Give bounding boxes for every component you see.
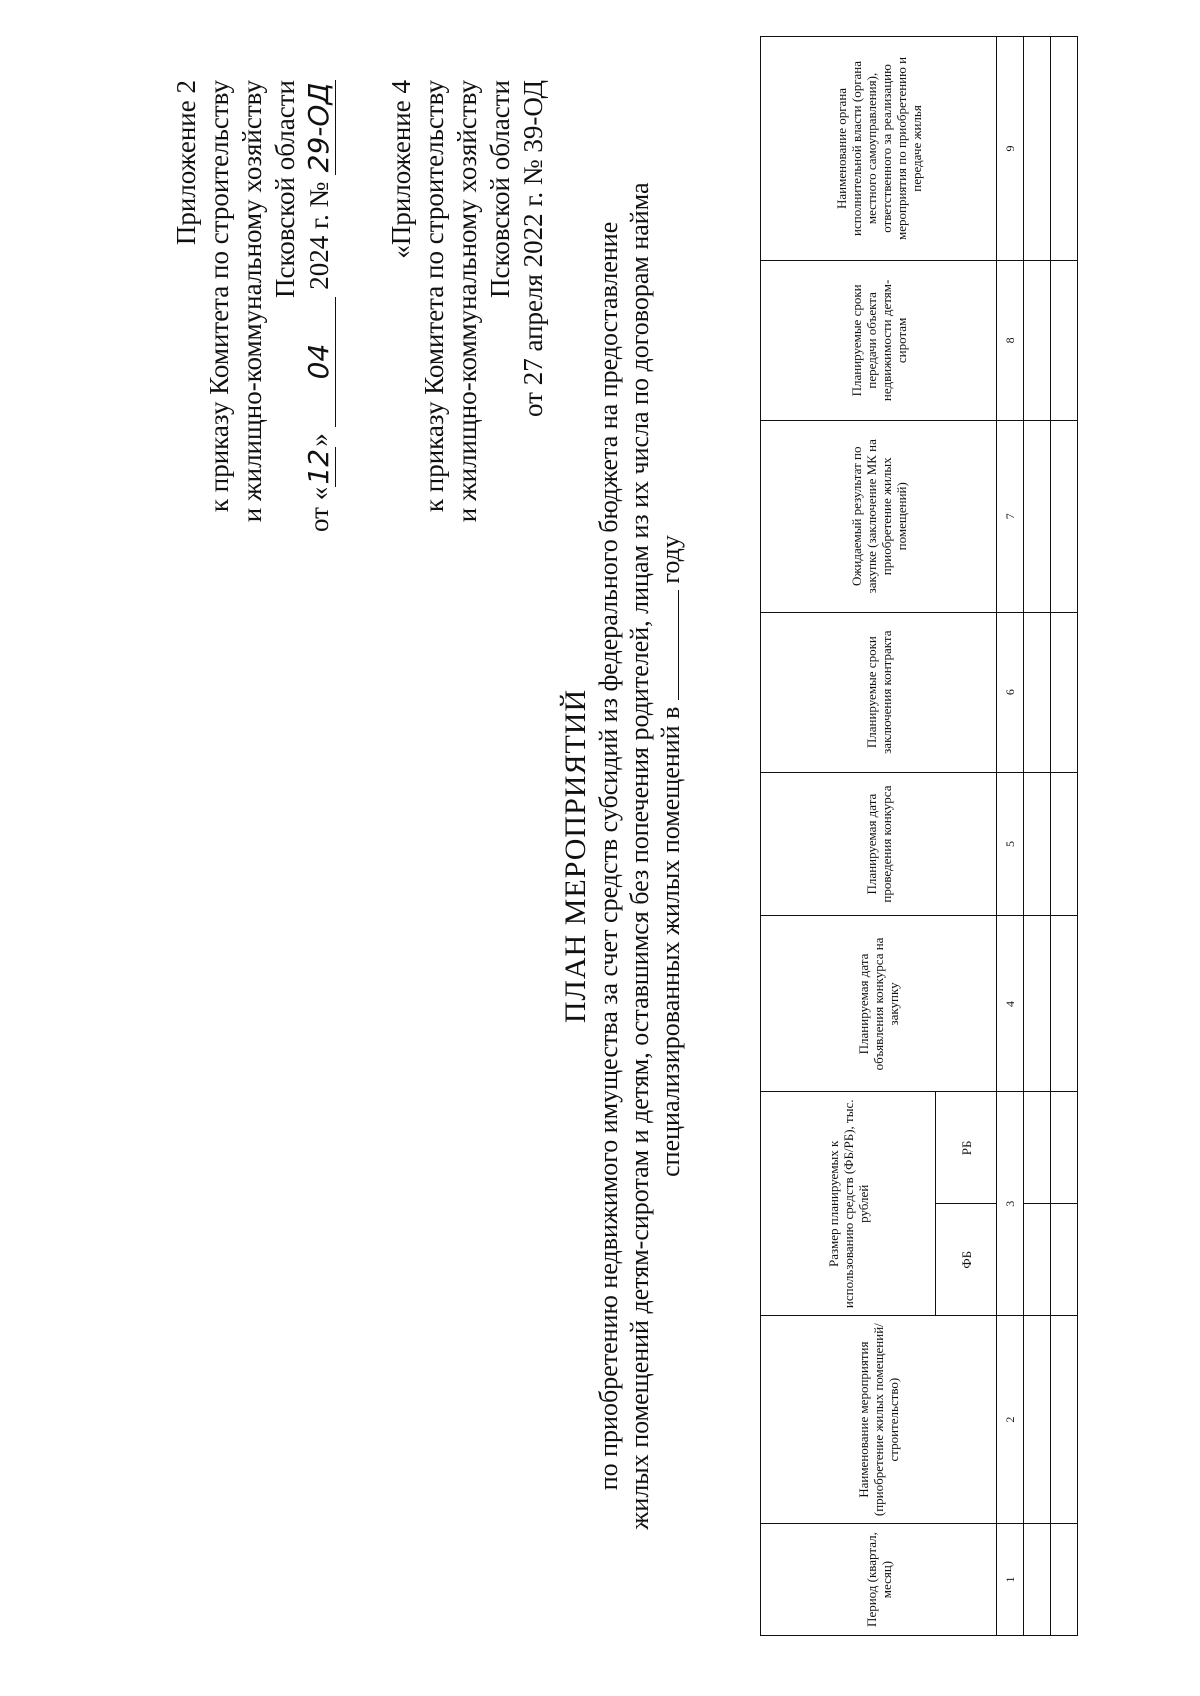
plan-subtitle-line3-end: году [656,535,685,584]
table-cell [1024,260,1051,420]
column-number: 3 [997,1092,1024,1316]
header-announcement-date: Планируемая дата объявления конкурса на закупку [761,916,997,1092]
table-cell [1024,772,1051,916]
table-row [1024,37,1051,1636]
table-cell [1051,420,1078,612]
table-cell [1051,772,1078,916]
appendix-4-line5: от 27 апреля 2022 г. № 39-ОД [518,80,548,417]
handwritten-day: 12 [302,447,336,487]
column-number: 9 [997,37,1024,261]
table-cell [1024,916,1051,1092]
header-transfer-terms: Планируемые сроки передачи объекта недвижимости детям-сиротам [761,260,997,420]
date-prefix: от « [304,486,334,532]
plan-subtitle-line3 [655,86,686,1626]
column-number: 5 [997,772,1024,916]
appendix-2-date-line [302,80,336,532]
year-blank [656,590,679,700]
table-row [1051,37,1078,1636]
table-cell [1051,1204,1078,1316]
table-cell [1051,1092,1078,1204]
plan-table [760,36,1078,1636]
table-cell [1051,1524,1078,1636]
table-header-row [761,37,936,1636]
date-mid: » [304,433,334,447]
column-numbers-row [997,37,1024,1636]
column-number: 4 [997,916,1024,1092]
column-number: 1 [997,1524,1024,1636]
table-cell [1024,37,1051,261]
header-responsible-body: Наименование органа исполнительной власти (органа местного самоуправления), ответственного за реализацию мероприятия по приобретению и передаче жилья [761,37,997,261]
handwritten-month: 04 [302,297,336,427]
header-activity-name: Наименование мероприятия (приобретение жилых помещений/строительство) [761,1316,997,1524]
appendix-4-line3: и жилищно-коммунальному хозяйству [452,80,482,523]
appendix-4-title: «Приложение 4 [386,80,416,259]
appendix-4-line4: Псковской области [485,80,515,299]
table-cell [1051,260,1078,420]
table-cell [1024,612,1051,772]
table-cell [1051,612,1078,772]
table-cell [1024,420,1051,612]
table-cell [1051,37,1078,261]
subheader-rb: РБ [936,1092,997,1204]
appendix-2-header [170,80,336,532]
table-cell [1024,1092,1051,1204]
column-number: 2 [997,1316,1024,1524]
appendix-2-line3: и жилищно-коммунальному хозяйству [237,80,267,523]
header-funds-amount: Размер планируемых к использованию средств (ФБ/РБ), тыс. рублей [761,1092,936,1316]
appendix-2-line4: Псковской области [270,80,300,299]
plan-subtitle-line3-start: специализированных жилых помещений в [656,706,685,1177]
table-cell [1051,1316,1078,1524]
plan-subtitle-line1: по приобретению недвижимого имущества за счет средств субсидий из федерального бюджета на предоставление [594,221,623,1491]
subheader-fb: ФБ [936,1204,997,1316]
table-cell [1024,1524,1051,1636]
column-number: 7 [997,420,1024,612]
table-cell [1051,916,1078,1092]
appendix-4-header [385,80,550,522]
header-period: Период (квартал, месяц) [761,1524,997,1636]
header-contest-date: Планируемая дата проведения конкурса [761,772,997,916]
table-cell [1024,1316,1051,1524]
plan-title-block [560,86,686,1626]
header-expected-result: Ожидаемый результат по закупке (заключение МК на приобретение жилых помещений) [761,420,997,612]
header-contract-terms: Планируемые сроки заключения контракта [761,612,997,772]
column-number: 8 [997,260,1024,420]
appendix-2-line2: к приказу Комитета по строительству [204,80,234,513]
handwritten-number: 29-ОД [302,80,336,175]
appendix-4-line2: к приказу Комитета по строительству [419,80,449,513]
appendix-2-title: Приложение 2 [171,80,201,246]
plan-subtitle-line2: жилых помещений детям-сиротам и детям, оставшимся без попечения родителей, лицам из их числа по договорам найма [625,182,654,1530]
date-suffix: 2024 г. № [304,181,334,290]
plan-heading: ПЛАН МЕРОПРИЯТИЙ [559,688,592,1024]
column-number: 6 [997,612,1024,772]
table-cell [1024,1204,1051,1316]
